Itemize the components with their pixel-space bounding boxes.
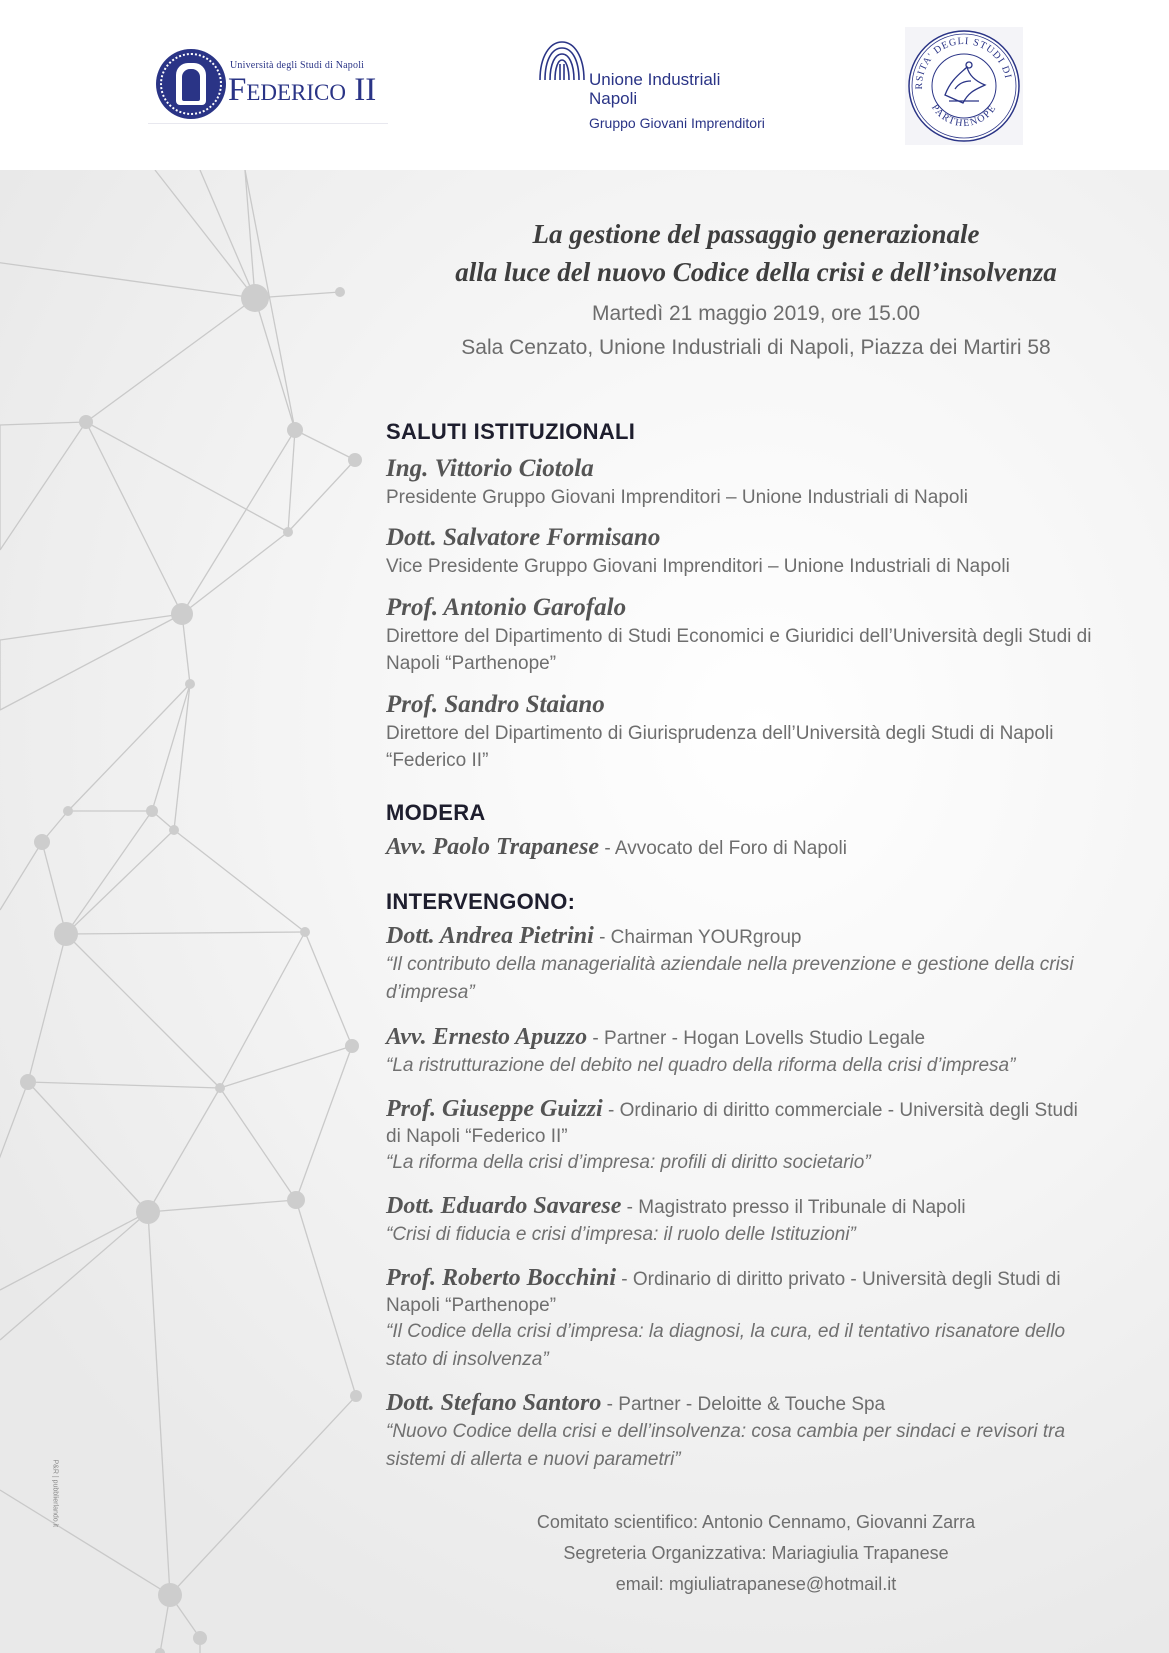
speaker-topic: “Il contributo della managerialità aziendale nella prevenzione e gestione della crisi d’impresa” (386, 954, 1074, 1003)
network-link (0, 1082, 28, 1170)
moderator-line (386, 834, 1128, 862)
segreteria-organizzativa: Segreteria Organizzativa: Mariagiulia Trapanese (563, 1543, 949, 1563)
network-node (79, 415, 93, 429)
moderator-name: Avv. Paolo Trapanese (386, 834, 600, 860)
network-link (148, 1088, 220, 1212)
federico-ii-logo (148, 42, 388, 126)
network-node (335, 287, 345, 297)
speaker-name: Avv. Ernesto Apuzzo (386, 1024, 588, 1050)
network-link (220, 1088, 296, 1200)
network-node (54, 922, 78, 946)
event-title-line1: La gestione del passaggio generazionale (532, 219, 980, 249)
network-link (66, 830, 174, 934)
network-link (0, 422, 86, 425)
network-node (287, 1191, 305, 1209)
network-node (283, 527, 293, 537)
saluti-name: Dott. Salvatore Formisano (386, 524, 661, 551)
network-link (66, 932, 305, 934)
speaker-topic: “Il Codice della crisi d’impresa: la diagnosi, la cura, ed il tentativo risanatore dello stato di insolvenza” (386, 1321, 1066, 1370)
network-link (174, 684, 190, 830)
network-link (174, 830, 305, 932)
network-link (0, 614, 182, 640)
network-link (86, 422, 288, 532)
speaker-line (386, 1096, 1128, 1150)
parthenope-seal-icon (905, 27, 1023, 145)
network-link (0, 422, 86, 550)
speaker-line (386, 1390, 1128, 1418)
network-node (185, 679, 195, 689)
parthenope-ring-top: RSITA' DEGLI STUDI DI (913, 35, 1014, 90)
speaker-role: - Magistrato presso il Tribunale di Napoli (621, 1197, 966, 1218)
speaker-name: Dott. Andrea Pietrini (386, 923, 594, 949)
network-node (146, 805, 158, 817)
network-link (288, 430, 295, 532)
network-node (63, 806, 73, 816)
network-node (300, 927, 310, 937)
printer-credit: P&R | pubblierlando.it (51, 1459, 59, 1528)
speaker-line (386, 1024, 1128, 1052)
federico-seal-icon (156, 49, 226, 119)
network-node (350, 1390, 362, 1402)
network-link (170, 1396, 356, 1595)
network-node (193, 1631, 207, 1645)
speaker-role-cont: Napoli “Parthenope” (386, 1295, 557, 1316)
network-node (155, 1648, 165, 1653)
network-link (68, 684, 190, 811)
unione-logo-line1: Unione Industriali (589, 70, 721, 89)
network-node (241, 284, 269, 312)
network-link (66, 934, 220, 1088)
modera-heading: MODERA (386, 800, 486, 825)
speaker-name: Prof. Giuseppe Guizzi (386, 1096, 603, 1122)
speaker-line (386, 923, 1128, 951)
comitato-scientifico: Comitato scientifico: Antonio Cennamo, Giovanni Zarra (536, 1512, 976, 1532)
saluti-role: Vice Presidente Gruppo Giovani Imprenditori – Unione Industriali di Napoli (386, 556, 1010, 577)
speaker-role: - Ordinario di diritto privato - Università degli Studi di (616, 1269, 1061, 1290)
event-title-line2: alla luce del nuovo Codice della crisi e dell’insolvenza (455, 257, 1057, 287)
network-link (0, 1490, 170, 1595)
network-node (345, 1039, 359, 1053)
network-link (0, 1212, 148, 1340)
speaker-role: - Partner - Hogan Lovells Studio Legale (587, 1028, 926, 1049)
network-node (171, 603, 193, 625)
speaker-topic: “La ristrutturazione del debito nel quadro della riforma della crisi d’impresa” (386, 1055, 1016, 1076)
event-venue: Sala Cenzato, Unione Industriali di Napoli, Piazza dei Martiri 58 (461, 336, 1051, 359)
eagle-icon (536, 36, 588, 88)
contact-email: email: mgiuliatrapanese@hotmail.it (615, 1574, 897, 1594)
network-node (136, 1200, 160, 1224)
federico-logo-line2: Federico II (228, 72, 377, 108)
speaker-name: Dott. Eduardo Savarese (386, 1193, 622, 1219)
network-link (28, 934, 66, 1082)
saluti-heading: SALUTI ISTITUZIONALI (386, 419, 636, 444)
network-link (0, 842, 42, 910)
parthenope-logo (905, 27, 1023, 145)
moderator-role: - Avvocato del Foro di Napoli (599, 838, 847, 859)
speaker-topic: “Crisi di fiducia e crisi d’impresa: il ruolo delle Istituzioni” (386, 1224, 856, 1245)
network-node (20, 1074, 36, 1090)
speaker-line (386, 1193, 1128, 1221)
network-link (86, 422, 182, 614)
saluti-name: Ing. Vittorio Ciotola (386, 455, 594, 482)
network-link (28, 1082, 220, 1088)
network-link (255, 298, 295, 430)
speaker-role: - Chairman YOURgroup (593, 927, 802, 948)
network-link (148, 1212, 170, 1595)
network-node (158, 1583, 182, 1607)
network-link (296, 1046, 352, 1200)
network-decoration (0, 170, 370, 1653)
network-link (0, 614, 182, 710)
saluti-name: Prof. Sandro Staiano (386, 691, 605, 718)
network-link (295, 430, 355, 460)
network-node (34, 834, 50, 850)
network-link (288, 460, 355, 532)
speaker-topic: “La riforma della crisi d’impresa: profili di diritto societario” (386, 1152, 871, 1173)
unione-industriali-logo (536, 36, 766, 136)
network-node (215, 1083, 225, 1093)
unione-logo-line2: Napoli (589, 89, 638, 108)
speaker-topic: “Nuovo Codice della crisi e dell’insolvenza: cosa cambia per sindaci e revisori tra sistemi di allerta e nuovi parametri” (386, 1421, 1066, 1470)
network-link (296, 1200, 356, 1396)
saluti-role: Direttore del Dipartimento di Giurisprudenza dell’Università degli Studi di Napoli “Federico II” (386, 723, 1054, 771)
network-link (42, 842, 66, 934)
network-link (0, 1212, 148, 1290)
speaker-line (386, 1265, 1128, 1319)
saluti-role: Presidente Gruppo Giovani Imprenditori – Unione Industriali di Napoli (386, 487, 968, 508)
event-date: Martedì 21 maggio 2019, ore 15.00 (591, 302, 921, 325)
intervengono-heading: INTERVENGONO: (386, 889, 576, 914)
speaker-role: - Ordinario di diritto commerciale - Università degli Studi (602, 1100, 1078, 1121)
saluti-role: Direttore del Dipartimento di Studi Economici e Giuridici dell’Università degli Studi di Napoli “Parthenope” (386, 626, 1092, 674)
network-link (182, 430, 295, 614)
network-node (169, 825, 179, 835)
network-link (66, 811, 152, 934)
network-node (287, 422, 303, 438)
network-link (305, 932, 352, 1046)
network-link (28, 1082, 148, 1212)
network-link (148, 1200, 296, 1212)
speaker-name: Dott. Stefano Santoro (386, 1390, 602, 1416)
speaker-role-cont: di Napoli “Federico II” (386, 1126, 568, 1147)
network-link (155, 170, 255, 298)
federico-logo-line1: Università degli Studi di Napoli (230, 60, 365, 71)
network-link (182, 532, 288, 614)
saluti-name: Prof. Antonio Garofalo (386, 594, 627, 621)
network-node (348, 453, 362, 467)
unione-logo-line3: Gruppo Giovani Imprenditori (589, 115, 765, 131)
speaker-name: Prof. Roberto Bocchini (386, 1265, 617, 1291)
network-link (0, 260, 255, 298)
network-link (86, 298, 255, 422)
speaker-role: - Partner - Deloitte & Touche Spa (601, 1394, 886, 1415)
parthenope-ring-bottom: PARTHENOPE (929, 102, 999, 130)
